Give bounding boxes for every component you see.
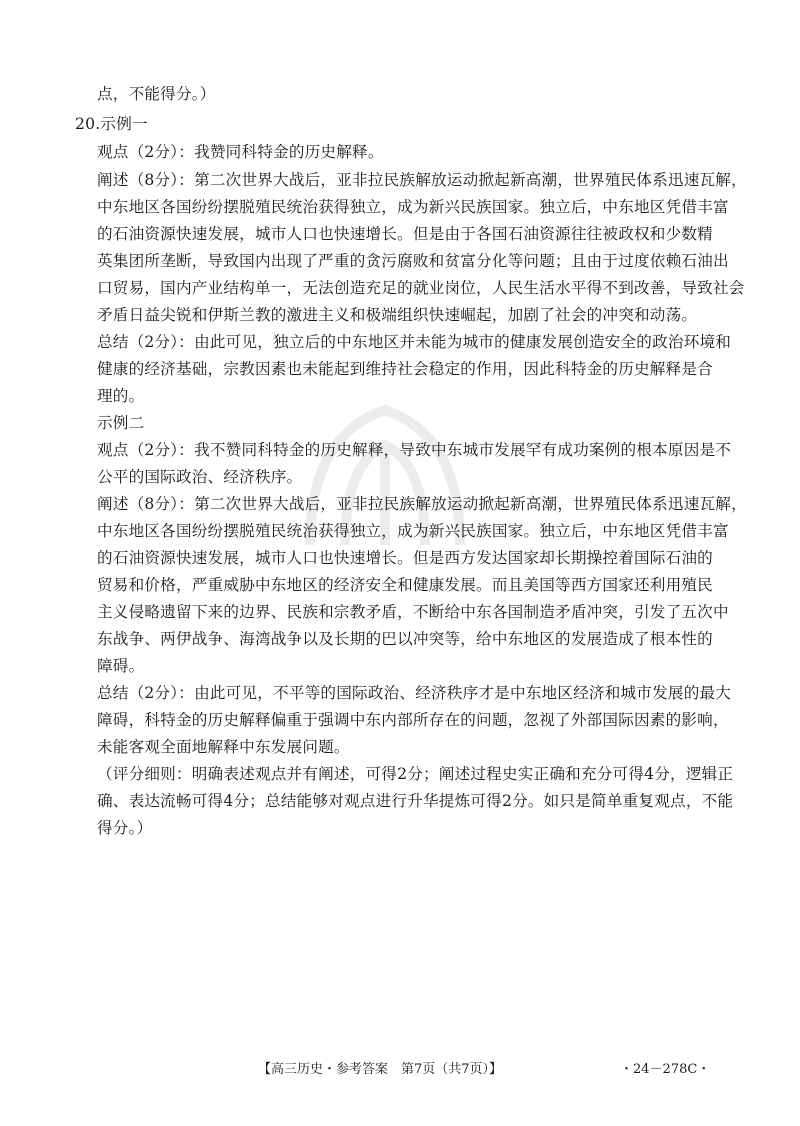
text-line: 公平的国际政治、经济秩序。 <box>97 468 303 486</box>
text-line: 中东地区各国纷纷摆脱殖民统治获得独立，成为新兴民族国家。独立后，中东地区凭借丰富 <box>97 522 729 540</box>
document-code: ・24－278C・ <box>620 1062 711 1077</box>
text-line: 点，不能得分。） <box>97 85 216 103</box>
question-number-line: 20.示例一 <box>75 115 148 133</box>
text-line: 观点（2分）：我不赞同科特金的历史解释，导致中东城市发展罕有成功案例的根本原因是不 <box>97 441 732 459</box>
text-line: 贸易和价格，严重威胁中东地区的经济安全和健康发展。而且美国等西方国家还利用殖民 <box>97 576 713 594</box>
text-line: 障碍。 <box>97 657 145 675</box>
text-line: 英集团所垄断，导致国内出现了严重的贪污腐败和贫富分化等问题；且由于过度依赖石油出 <box>97 252 729 270</box>
text-line: 理的。 <box>97 387 145 405</box>
text-line: 中东地区各国纷纷摆脱殖民统治获得独立，成为新兴民族国家。独立后，中东地区凭借丰富 <box>97 198 729 216</box>
text-line: 的石油资源快速发展，城市人口也快速增长。但是西方发达国家却长期操控着国际石油的 <box>97 549 713 567</box>
text-line: 未能客观全面地解释中东发展问题。 <box>97 738 350 756</box>
text-line: 障碍，科特金的历史解释偏重于强调中东内部所存在的问题，忽视了外部国际因素的影响， <box>97 711 729 729</box>
text-line: 的石油资源快速发展，城市人口也快速增长。但是由于各国石油资源往往被政权和少数精 <box>97 225 713 243</box>
text-line: 东战争、两伊战争、海湾战争以及长期的巴以冲突等，给中东地区的发展造成了根本性的 <box>97 630 713 648</box>
text-line: 阐述（8分）：第二次世界大战后，亚非拉民族解放运动掀起新高潮，世界殖民体系迅速瓦解， <box>97 171 747 189</box>
scoring-notes-line: 确、表达流畅可得4分；总结能够对观点进行升华提炼可得2分。如只是简单重复观点，不能 <box>97 792 734 810</box>
text-line: 健康的经济基础，宗教因素也未能起到维持社会稳定的作用，因此科特金的历史解释是合 <box>97 360 713 378</box>
example-heading: 示例二 <box>97 414 145 432</box>
text-line: 观点（2分）：我赞同科特金的历史解释。 <box>97 143 384 161</box>
page-footer: 【高三历史・参考答案 第7页（共7页）】 <box>258 1062 503 1077</box>
text-line: 阐述（8分）：第二次世界大战后，亚非拉民族解放运动掀起新高潮，世界殖民体系迅速瓦解， <box>97 495 747 513</box>
text-line: 总结（2分）：由此可见，独立后的中东地区并未能为城市的健康发展创造安全的政治环境和 <box>97 333 732 351</box>
scoring-notes-line: 得分。） <box>97 819 153 837</box>
text-line: 总结（2分）：由此可见，不平等的国际政治、经济秩序才是中东地区经济和城市发展的最大 <box>97 684 732 702</box>
text-line: 矛盾日益尖锐和伊斯兰教的激进主义和极端组织快速崛起，加剧了社会的冲突和动荡。 <box>97 306 698 324</box>
text-line: 口贸易，国内产业结构单一，无法创造充足的就业岗位，人民生活水平得不到改善，导致社会 <box>97 279 745 297</box>
text-line: 主义侵略遗留下来的边界、民族和宗教矛盾，不断给中东各国制造矛盾冲突，引发了五次中 <box>97 603 729 621</box>
scoring-notes-line: （评分细则：明确表述观点并有阐述，可得2分；阐述过程史实正确和充分可得4分，逻辑正 <box>97 765 734 783</box>
